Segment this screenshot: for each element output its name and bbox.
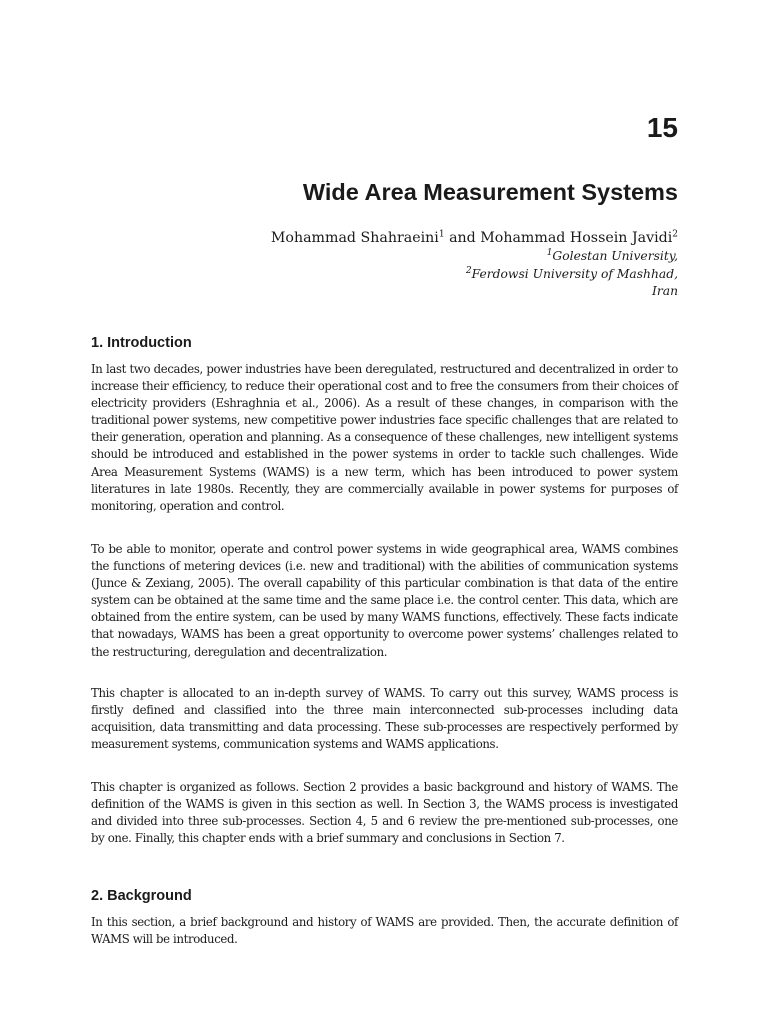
chapter-title: Wide Area Measurement Systems (302, 179, 678, 205)
affiliation-line (466, 266, 678, 284)
paragraph (91, 361, 678, 515)
paragraph-text: To be able to monitor, operate and control power systems in wide geographical area, WAMS combines the functions of metering devices (i.e. new and traditional) with the abilities of communication systems (Junce & Zexiang, 2005). The overall capability of this particular combination is that data of the entire system can be obtained at the same time and the same place i.e. the control center. This data, which are obtained from the entire system, can be used by many WAMS functions, effectively. These facts indicate that nowadays, WAMS has been a great opportunity to overcome power systems’ challenges related to the restructuring, deregulation and decentralization. (91, 542, 678, 659)
section-heading: 2. Background (91, 888, 192, 904)
paragraph-text: This chapter is allocated to an in-depth survey of WAMS. To carry out this survey, WAMS process is firstly defined and classified into the three main interconnected sub-processes including data acquisition, data transmitting and data processing. These sub-processes are respectively performed by measurement systems, communication systems and WAMS applications. (91, 686, 678, 752)
paragraph-text: In this section, a brief background and history of WAMS are provided. Then, the accurate definition of WAMS will be introduced. (91, 915, 678, 947)
section-background (91, 886, 678, 906)
author-affiliation-marker: 2 (672, 229, 678, 240)
affiliation-name: Iran (652, 284, 678, 298)
chapter-number: 15 (646, 112, 678, 143)
author-affiliation-marker: 1 (438, 229, 445, 240)
affiliation-line (466, 248, 678, 266)
author-name: Mohammad Shahraeini (270, 230, 439, 246)
paragraph (91, 914, 678, 948)
paragraph-text: In last two decades, power industries have been deregulated, restructured and decentralized in order to increase their efficiency, to reduce their operational cost and to free the consumers from their choices of electricity providers (Eshraghnia et al., 2006). As a result of these changes, in comparison with the traditional power systems, new competitive power industries face specific challenges that are related to their generation, operation and planning. As a consequence of these challenges, new intelligent systems should be introduced and established in the power systems in order to tackle such challenges. Wide Area Measurement Systems (WAMS) is a new term, which has been introduced to power system literatures in late 1980s. Recently, they are commercially available in power systems for purposes of monitoring, operation and control. (91, 362, 678, 513)
affiliation-name: Ferdowsi University of Mashhad, (471, 266, 678, 281)
paragraph-text: This chapter is organized as follows. Section 2 provides a basic background and history of WAMS. The definition of the WAMS is given in this section as well. In Section 3, the WAMS process is investigated and divided into three sub-processes. Section 4, 5 and 6 review the pre-mentioned sub-processes, one by one. Finally, this chapter ends with a brief summary and conclusions in Section 7. (91, 780, 678, 846)
book-page (91, 0, 678, 1024)
paragraph (91, 685, 678, 753)
paragraph (91, 541, 678, 661)
section-heading: 1. Introduction (91, 335, 192, 351)
author-line (271, 228, 678, 248)
section-introduction (91, 333, 678, 353)
author-name: Mohammad Hossein Javidi (480, 230, 673, 246)
affiliation-marker: 2 (465, 265, 472, 276)
affiliation-name: Golestan University, (552, 249, 678, 263)
affiliations (466, 248, 678, 301)
author-connector: and (444, 230, 481, 246)
affiliation-line (466, 283, 678, 301)
paragraph (91, 779, 678, 847)
affiliation-marker: 1 (546, 247, 553, 258)
